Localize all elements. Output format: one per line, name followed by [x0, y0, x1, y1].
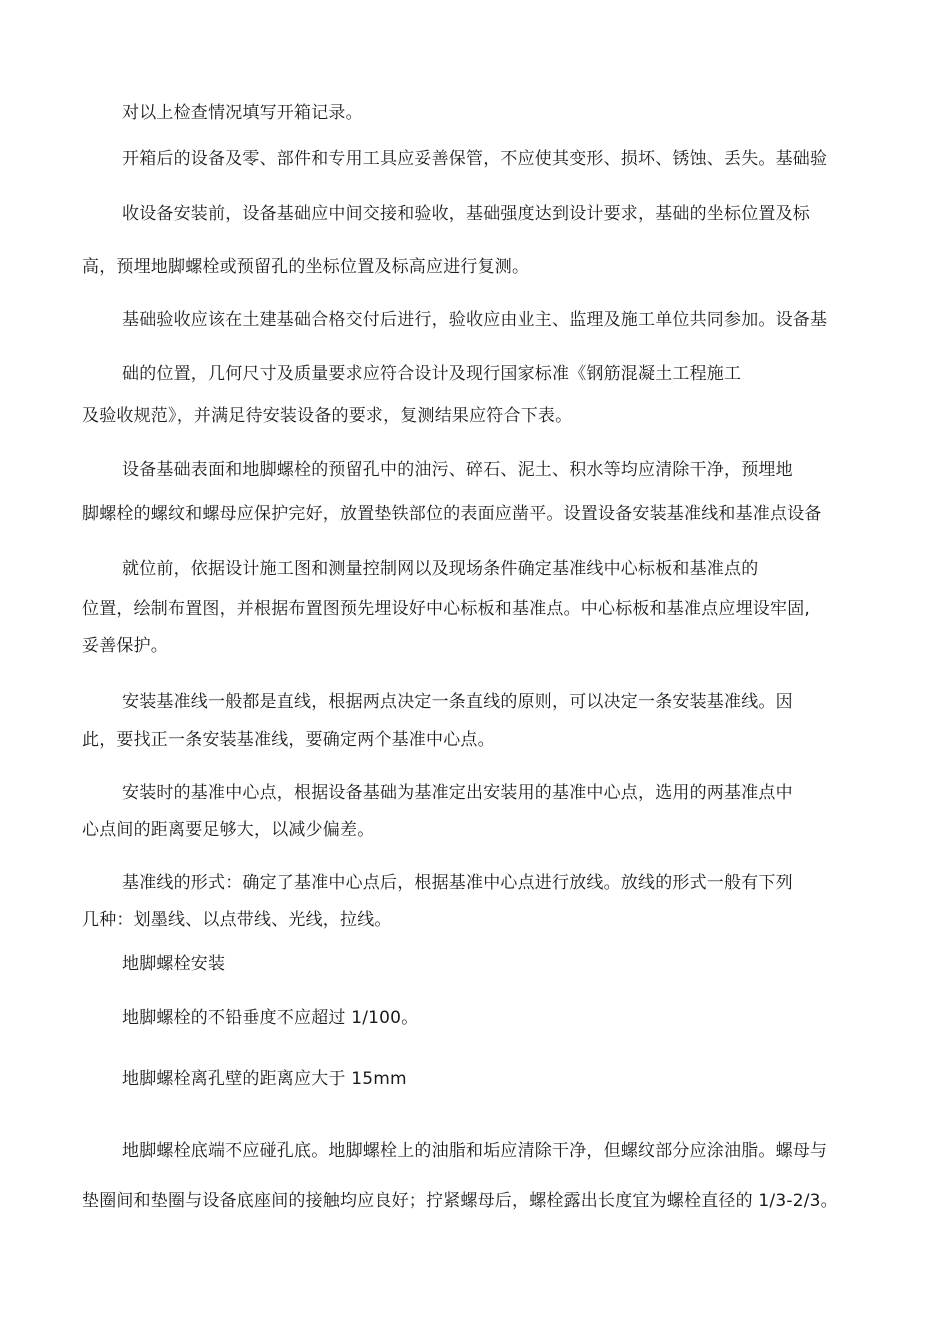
text-line: 脚螺栓的螺纹和螺母应保护完好，放置垫铁部位的表面应凿平。设置设备安装基准线和基准点设备 — [82, 504, 822, 524]
text-line: 垫圈间和垫圈与设备底座间的接触均应良好；拧紧螺母后，螺栓露出长度宜为螺栓直径的 1/3-2/3。 — [82, 1191, 838, 1211]
text-line: 地脚螺栓底端不应碰孔底。地脚螺栓上的油脂和垢应清除干净，但螺纹部分应涂油脂。螺母与 — [122, 1141, 828, 1161]
text-line: 及验收规范》，并满足待安装设备的要求，复测结果应符合下表。 — [82, 406, 573, 426]
text-line: 安装时的基准中心点，根据设备基础为基准定出安装用的基准中心点，选用的两基准点中 — [122, 783, 793, 803]
text-line: 此，要找正一条安装基准线，要确定两个基准中心点。 — [82, 730, 495, 750]
text-line: 设备基础表面和地脚螺栓的预留孔中的油污、碎石、泥土、积水等均应清除干净，预埋地 — [122, 460, 793, 480]
text-line: 位置，绘制布置图，并根据布置图预先埋设好中心标板和基准点。中心标板和基准点应埋设牢固, — [82, 599, 811, 619]
text-line: 对以上检查情况填写开箱记录。 — [122, 103, 363, 123]
text-line: 高，预埋地脚螺栓或预留孔的坐标位置及标高应进行复测。 — [82, 257, 530, 277]
text-line: 基准线的形式：确定了基准中心点后，根据基准中心点进行放线。放线的形式一般有下列 — [122, 873, 793, 893]
text-line: 就位前，依据设计施工图和测量控制网以及现场条件确定基准线中心标板和基准点的 — [122, 559, 759, 579]
text-line: 安装基准线一般都是直线，根据两点决定一条直线的原则，可以决定一条安装基准线。因 — [122, 692, 793, 712]
text-line: 基础验收应该在土建基础合格交付后进行，验收应由业主、监理及施工单位共同参加。设备基 — [122, 310, 828, 330]
text-line: 妥善保护。 — [82, 636, 168, 656]
section-heading: 地脚螺栓安装 — [122, 954, 226, 974]
text-line: 础的位置，几何尺寸及质量要求应符合设计及现行国家标准《钢筋混凝土工程施工 — [122, 364, 742, 384]
text-line: 几种：划墨线、以点带线、光线，拉线。 — [82, 910, 392, 930]
text-line: 地脚螺栓离孔壁的距离应大于 15mm — [122, 1069, 407, 1089]
text-line: 收设备安装前，设备基础应中间交接和验收，基础强度达到设计要求，基础的坐标位置及标 — [122, 204, 810, 224]
text-line: 开箱后的设备及零、部件和专用工具应妥善保管，不应使其变形、损坏、锈蚀、丢失。基础验 — [122, 149, 828, 169]
text-line: 地脚螺栓的不铅垂度不应超过 1/100。 — [122, 1008, 419, 1028]
text-line: 心点间的距离要足够大，以减少偏差。 — [82, 820, 375, 840]
